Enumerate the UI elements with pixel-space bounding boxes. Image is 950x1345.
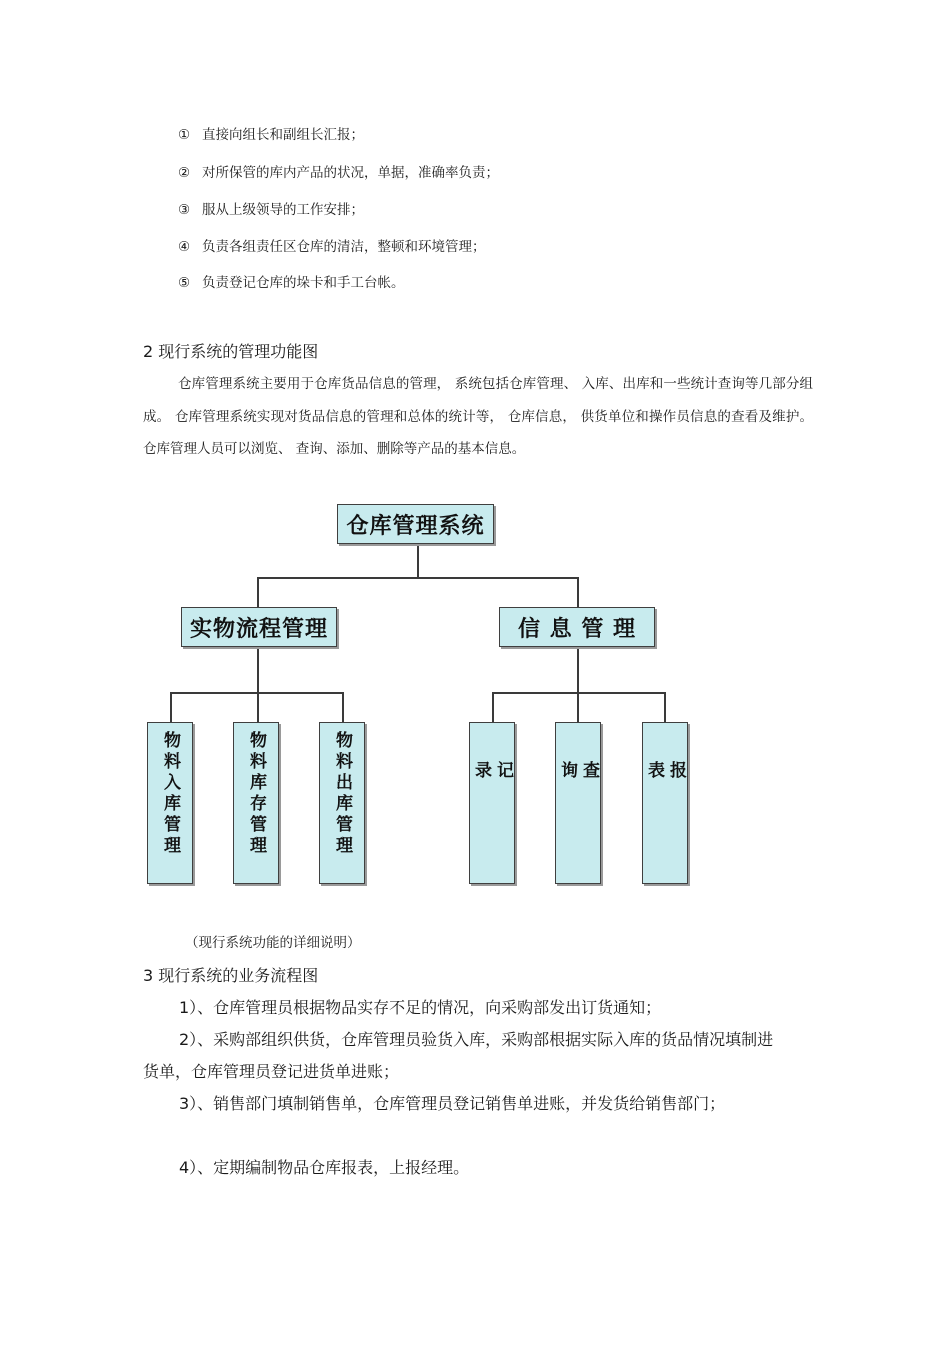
duty-number: ⑤ [178,275,191,291]
connector-line [417,543,419,577]
duty-item [178,201,364,219]
diagram-leaf-outbound [319,722,365,884]
duty-text: 对所保管的库内产品的状况，单据，准确率负责； [202,165,499,181]
duty-number: ① [178,127,191,143]
connector-line [492,692,665,694]
connector-line [577,647,579,723]
process-step: 1）、仓库管理员根据物品实存不足的情况，向采购部发出订货通知； [179,998,662,1017]
duty-number: ③ [178,202,191,218]
connector-line [170,692,172,723]
duty-text: 服从上级领导的工作安排； [202,202,364,218]
leaf-label: 记录 [471,761,513,824]
process-step: 4）、定期编制物品仓库报表，上报经理。 [179,1158,470,1177]
duty-item [178,274,405,292]
connector-line [664,692,666,723]
leaf-label: 物料入库管理 [160,731,180,857]
duty-text: 直接向组长和副组长汇报； [202,127,364,143]
connector-line [577,577,579,607]
duty-item [178,126,364,144]
diagram-root-box: 仓库管理系统 [337,504,494,544]
section-3-heading: 3 现行系统的业务流程图 [143,966,319,985]
duty-item [178,164,499,182]
diagram-leaf-record [469,722,515,884]
duty-number: ④ [178,239,191,255]
diagram-branch-physical-flow: 实物流程管理 [181,607,337,647]
diagram-leaf-report [642,722,688,884]
connector-line [492,692,494,723]
section-2-heading: 2 现行系统的管理功能图 [143,342,319,361]
leaf-label: 物料库存管理 [246,731,266,857]
diagram-leaf-query [555,722,601,884]
diagram-leaf-inbound [147,722,193,884]
diagram-leaf-inventory [233,722,279,884]
duty-item [178,238,486,256]
connector-line [257,577,259,607]
duty-number: ② [178,165,191,181]
leaf-label: 查询 [557,761,599,824]
connector-line [257,647,259,723]
duty-text: 负责各组责任区仓库的清洁，整顿和环境管理； [202,239,486,255]
leaf-label: 物料出库管理 [332,731,352,857]
connector-line [257,577,578,579]
connector-line [342,692,344,723]
diagram-branch-information: 信 息 管 理 [499,607,655,647]
section-2-paragraph: 仓库管理系统主要用于仓库货品信息的管理， 系统包括仓库管理、 入库、出库和一些统计查询等几部分组成。 仓库管理系统实现对货品信息的管理和总体的统计等， 仓库信息， 供货单位和操作员信息的查看及维护。 仓库管理人员可以浏览、 查询、添加、删除等产品的基本信息。 [143,376,813,457]
leaf-label: 报表 [644,761,686,824]
duty-text: 负责登记仓库的垛卡和手工台帐。 [202,275,405,291]
process-step: 2）、采购部组织供货，仓库管理员验货入库，采购部根据实际入库的货品情况填制进货单，仓库管理员登记进货单进账； [143,1030,774,1081]
process-step: 3）、销售部门填制销售单，仓库管理员登记销售单进账，并发货给销售部门； [179,1094,726,1113]
diagram-caption: （现行系统功能的详细说明） [185,935,361,951]
connector-line [170,692,343,694]
